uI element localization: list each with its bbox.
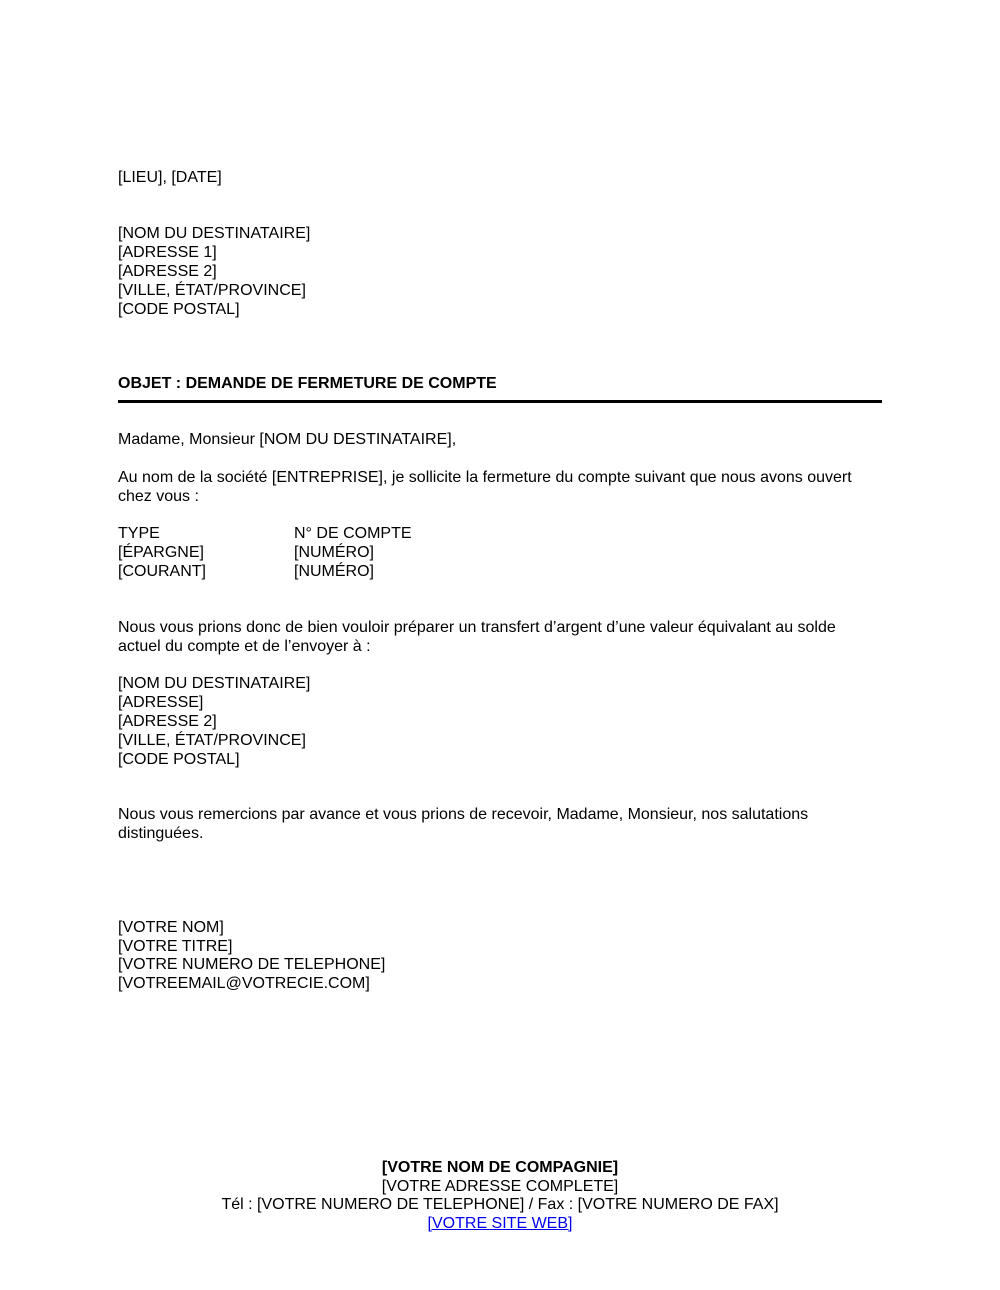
intro-line-2: chez vous :: [118, 488, 199, 505]
transfer-recipient-address-2: [ADRESSE 2]: [118, 713, 217, 730]
account-row-type: [ÉPARGNE]: [118, 544, 204, 561]
account-row-number: [NUMÉRO]: [294, 544, 374, 561]
accounts-header-type: TYPE: [118, 525, 160, 542]
recipient-city: [VILLE, ÉTAT/PROVINCE]: [118, 282, 306, 299]
signature-email: [VOTREEMAIL@VOTRECIE.COM]: [118, 975, 370, 992]
transfer-recipient-city: [VILLE, ÉTAT/PROVINCE]: [118, 732, 306, 749]
closing-line-2: distinguées.: [118, 825, 204, 842]
footer-address: [VOTRE ADRESSE COMPLETE]: [381, 1178, 619, 1195]
transfer-line-2: actuel du compte et de l’envoyer à :: [118, 638, 371, 655]
footer-company-name: [VOTRE NOM DE COMPAGNIE]: [381, 1159, 619, 1176]
closing-line-1: Nous vous remercions par avance et vous prions de recevoir, Madame, Monsieur, nos salutations: [118, 806, 809, 823]
footer-contact: Tél : [VOTRE NUMERO DE TELEPHONE] / Fax : [VOTRE NUMERO DE FAX]: [221, 1196, 779, 1213]
recipient-postal-code: [CODE POSTAL]: [118, 301, 240, 318]
salutation: Madame, Monsieur [NOM DU DESTINATAIRE],: [118, 431, 457, 448]
account-row-type: [COURANT]: [118, 563, 206, 580]
signature-name: [VOTRE NOM]: [118, 919, 224, 936]
transfer-recipient-name: [NOM DU DESTINATAIRE]: [118, 675, 311, 692]
place-date: [LIEU], [DATE]: [118, 169, 222, 186]
signature-phone: [VOTRE NUMERO DE TELEPHONE]: [118, 956, 386, 973]
recipient-name: [NOM DU DESTINATAIRE]: [118, 225, 311, 242]
subject-divider: [118, 400, 882, 403]
subject-line: OBJET : DEMANDE DE FERMETURE DE COMPTE: [118, 375, 497, 392]
recipient-address-2: [ADRESSE 2]: [118, 263, 217, 280]
transfer-recipient-address: [ADRESSE]: [118, 694, 204, 711]
transfer-recipient-postal-code: [CODE POSTAL]: [118, 751, 240, 768]
intro-line-1: Au nom de la société [ENTREPRISE], je sollicite la fermeture du compte suivant que nous avons ouvert: [118, 469, 852, 486]
recipient-address-1: [ADRESSE 1]: [118, 244, 217, 261]
transfer-line-1: Nous vous prions donc de bien vouloir préparer un transfert d’argent d’une valeur équivalant au solde: [118, 619, 836, 636]
footer-website-link[interactable]: [VOTRE SITE WEB]: [427, 1215, 573, 1232]
account-row-number: [NUMÉRO]: [294, 563, 374, 580]
signature-title: [VOTRE TITRE]: [118, 938, 233, 955]
accounts-header-number: N° DE COMPTE: [294, 525, 412, 542]
footer-website-row: [0, 1214, 1000, 1233]
